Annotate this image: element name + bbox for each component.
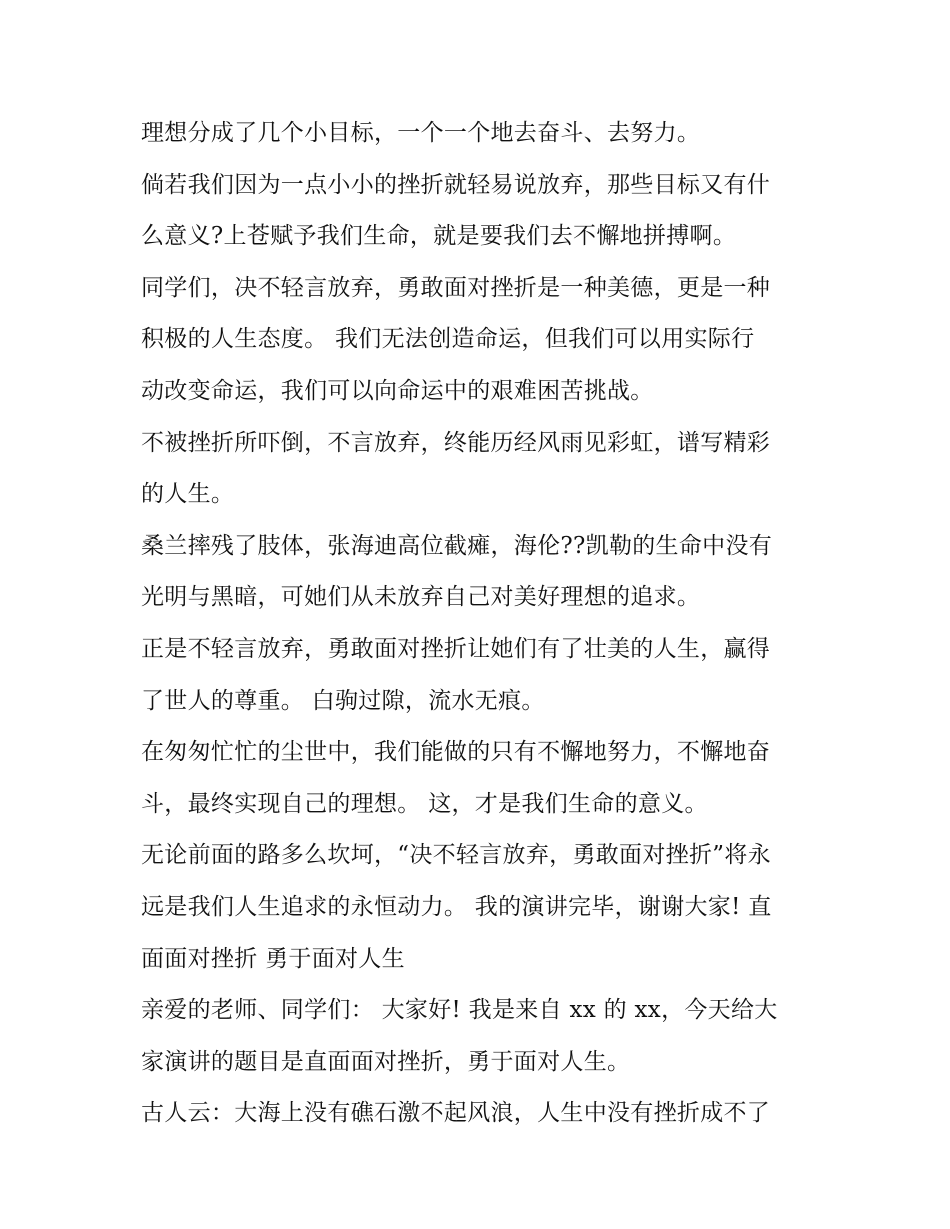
text-line: 桑兰摔残了肢体，张海迪高位截瘫，海伦??凯勒的生命中没有 xyxy=(141,532,773,559)
text-line: 不被挫折所吓倒，不言放弃，终能历经风雨见彩虹，谱写精彩 xyxy=(141,429,771,456)
text-line: 同学们，决不轻言放弃，勇敢面对挫折是一种美德，更是一种 xyxy=(141,274,771,301)
text-line: 光明与黑暗，可她们从未放弃自己对美好理想的追求。 xyxy=(141,584,701,611)
text-line: 亲爱的老师、同学们： 大家好! 我是来自 xx 的 xx，今天给大 xyxy=(141,997,778,1024)
text-line: 家演讲的题目是直面面对挫折，勇于面对人生。 xyxy=(141,1048,631,1075)
text-line: 在匆匆忙忙的尘世中，我们能做的只有不懈地努力，不懈地奋 xyxy=(141,739,771,766)
text-line: 了世人的尊重。 白驹过隙，流水无痕。 xyxy=(141,687,545,714)
document-body xyxy=(141,108,821,1140)
text-line: 理想分成了几个小目标，一个一个地去奋斗、去努力。 xyxy=(141,120,701,146)
text-line: 斗，最终实现自己的理想。 这，才是我们生命的意义。 xyxy=(141,790,708,817)
text-line: 正是不轻言放弃，勇敢面对挫折让她们有了壮美的人生，赢得 xyxy=(141,635,771,662)
text-line: 无论前面的路多么坎坷，“决不轻言放弃，勇敢面对挫折”将永 xyxy=(141,842,771,869)
text-line: 远是我们人生追求的永恒动力。 我的演讲完毕，谢谢大家! 直 xyxy=(141,893,772,920)
text-line: 的人生。 xyxy=(141,481,235,508)
text-line: 么意义?上苍赋予我们生命，就是要我们去不懈地拼搏啊。 xyxy=(141,223,737,250)
text-line: 面面对挫折 勇于面对人生 xyxy=(141,945,405,972)
text-line: 积极的人生态度。 我们无法创造命运，但我们可以用实际行 xyxy=(141,326,755,353)
text-line: 动改变命运，我们可以向命运中的艰难困苦挑战。 xyxy=(141,377,654,404)
text-line: 倘若我们因为一点小小的挫折就轻易说放弃，那些目标又有什 xyxy=(141,171,771,198)
text-line: 古人云：大海上没有礁石激不起风浪，人生中没有挫折成不了 xyxy=(141,1100,771,1127)
